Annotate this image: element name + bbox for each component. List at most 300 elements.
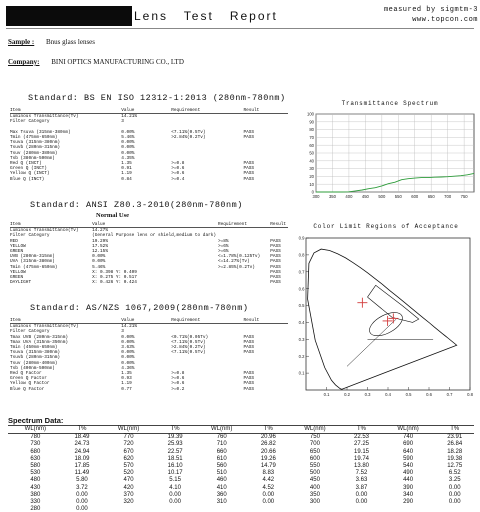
standard-2-table	[10, 222, 288, 285]
x-tick-label: 0.7	[446, 392, 453, 397]
standard-3-cell: Filter Category	[10, 329, 50, 335]
spectrum-row	[8, 441, 474, 448]
y-tick-label: 90	[309, 119, 314, 125]
company-value: BINI OPTICS MANUFACTURING CO., LTD	[51, 58, 184, 66]
x-tick-label: 0.5	[405, 392, 412, 397]
spectrum-cell: 400	[309, 484, 320, 491]
standard-1-cell: 4.35%	[121, 155, 135, 161]
standard-1-title: Standard: BS EN ISO 12312-1:2013 (280nm-780nm)	[28, 93, 286, 103]
y-tick-label: 100	[307, 111, 314, 117]
standard-1-cell: >=0.8	[171, 161, 185, 167]
logo-block	[6, 6, 132, 26]
x-tick-label: 400	[345, 194, 353, 199]
x-tick-label: 550	[394, 194, 402, 199]
standard-2-col-header: Requirement	[218, 222, 270, 228]
spectrum-cell: 330	[30, 499, 41, 506]
spectrum-row	[8, 449, 474, 456]
spectrum-cell: 5.15	[169, 477, 181, 484]
spectrum-cell: 710	[216, 441, 227, 448]
spectrum-col-header: T%	[156, 426, 194, 434]
spectrum-cell: 740	[403, 434, 414, 441]
x-tick-label: 0.2	[344, 392, 350, 397]
standard-2-cell: GREEN	[10, 249, 24, 255]
spectrum-cell: 460	[216, 477, 227, 484]
standard-3-cell: >=0.2	[171, 386, 185, 392]
standard-2-cell: PASS	[270, 264, 281, 270]
spectrum-col-header: WL(nm)	[8, 426, 63, 434]
company-label: Company:	[8, 58, 40, 66]
standard-1-cell: >=0.4	[171, 176, 185, 182]
spectrum-cell: 340	[403, 491, 414, 498]
spectrum-cell: 11.49	[74, 470, 90, 477]
spectrum-cell: 760	[216, 434, 227, 441]
spectrum-cell: 700	[309, 441, 320, 448]
y-tick-label: 60	[309, 142, 314, 148]
spectrum-col-header: T%	[249, 426, 287, 434]
spectrum-row	[8, 499, 474, 506]
standard-2-cell: UVB (280nm-315nm)	[10, 254, 55, 260]
standard-1-cell: PASS	[243, 176, 255, 182]
spectrum-cell: 3.25	[448, 477, 461, 484]
standard-3-cell: 0.93	[121, 376, 132, 382]
spectrum-cell: 320	[123, 499, 134, 506]
spectrum-cell: 4.52	[262, 484, 275, 491]
standard-2-cell: >=2.85%(0.2Tv)	[217, 264, 255, 270]
standard-3-cell: PASS	[243, 339, 255, 345]
standard-2-cell: X: 0.275 Y: 0.517	[92, 275, 137, 281]
spectrum-cell: 350	[309, 491, 320, 498]
standard-3-cell: >=0.6	[171, 376, 185, 382]
standard-2-cell: X: 0.398 Y: 0.409	[92, 269, 137, 275]
standard-1-cell: Luminous Transmittance(Tv)	[10, 114, 79, 120]
spectrum-cell: 500	[309, 470, 320, 477]
spectrum-cell: 690	[403, 441, 414, 448]
standard-2-title: Standard: ANSI Z80.3-2010(280nm-780nm)	[30, 200, 243, 210]
standard-1-cell: 0.00%	[121, 150, 135, 156]
sample-value: Bnus glass lenses	[46, 38, 95, 46]
standard-2-cell	[218, 280, 270, 285]
transmittance-chart-title: Transmittance Spectrum	[341, 100, 439, 107]
spectrum-cell: 610	[216, 455, 227, 462]
standard-3-cell: Tmax UVB (280nm-315nm)	[10, 334, 68, 340]
standard-1-cell: 0.91	[121, 166, 132, 172]
spectrum-cell: 10.17	[167, 470, 183, 477]
standard-3-cell: PASS	[243, 345, 255, 351]
y-tick-label: 0.7	[298, 269, 305, 275]
spectrum-cell: 19.15	[354, 448, 370, 455]
spectrum-cell: 580	[30, 463, 41, 470]
spectrum-cell: 20.66	[260, 448, 276, 455]
standard-2-cell: PASS	[270, 243, 281, 249]
spectrum-col-header: T%	[63, 426, 101, 434]
spectrum-cell: 280	[30, 506, 41, 512]
spectrum-cell: 530	[30, 470, 41, 477]
spectrum-cell	[435, 506, 474, 512]
standard-2-cell: <=14.27%(Tv)	[217, 259, 250, 265]
spectrum-cell: 780	[30, 434, 41, 441]
y-tick-label: 10	[309, 181, 314, 187]
spectrum-cell	[249, 506, 287, 512]
standard-2-cell: Luminous Transmittance(Tv)	[10, 228, 79, 234]
x-tick-label: 0.4	[385, 392, 391, 397]
standard-3-cell: PASS	[243, 386, 255, 392]
spectrum-cell: 0.00	[448, 491, 461, 498]
spectrum-cell: 0.00	[76, 499, 88, 506]
spectrum-cell: 0.00	[76, 491, 88, 498]
spectrum-cell: 550	[309, 463, 320, 470]
standard-2-cell: 0.00%	[92, 254, 106, 260]
standard-1-cell: Blue Q (INCT)	[10, 176, 45, 182]
spectrum-cell: 26.82	[260, 441, 276, 448]
standard-1-cell: Max Tsuva (315nm-380nm)	[10, 129, 71, 135]
spectrum-col-header: WL(nm)	[194, 426, 249, 434]
standard-3-col-header: Value	[121, 318, 171, 324]
spectrum-cell: 480	[30, 477, 41, 484]
standard-2-col-header: Value	[92, 222, 218, 228]
sample-label: Sample :	[8, 38, 35, 46]
spectrum-cell: 18.09	[74, 455, 90, 462]
standard-1-cell: Tsb (380nm-500nm)	[10, 155, 55, 161]
spectrum-cell: 640	[403, 448, 414, 455]
standard-2-cell: 14.27%	[92, 228, 108, 234]
company-row	[8, 58, 184, 66]
report-header	[6, 6, 478, 26]
standard-2-cell: >=6%	[217, 249, 229, 255]
sample-row	[8, 38, 95, 46]
spectrum-cell: 770	[123, 434, 134, 441]
x-tick-label: 600	[411, 194, 419, 199]
spectrum-col-header: WL(nm)	[381, 426, 436, 434]
spectrum-cell: 26.84	[447, 441, 463, 448]
standard-3-cell: 0.00%	[121, 355, 135, 361]
spectrum-col-header: T%	[435, 426, 474, 434]
standard-3-cell: >=0.8	[171, 371, 185, 377]
standard-3-cell: Tmax UVA (315nm-350nm)	[10, 339, 68, 345]
y-tick-label: 0.1	[298, 370, 305, 376]
standard-2-col-header: Result	[270, 222, 286, 227]
standard-1-row	[10, 177, 288, 182]
standard-3-cell: 0.77	[121, 386, 132, 392]
standard-3-cell: 0.00%	[121, 339, 135, 345]
standard-1-cell: Red Q (INCT)	[10, 161, 42, 167]
standard-3-cell: >2.84%(0.2Tv)	[171, 345, 206, 351]
color-limit-chart-title: Color Limit Regions of Acceptance	[313, 223, 459, 230]
standard-3-cell: Green Q Factor	[10, 376, 47, 382]
spectrum-cell: 17.85	[74, 463, 90, 470]
spectrum-cell: 22.53	[354, 434, 370, 441]
spectrum-cell: 7.52	[355, 470, 368, 477]
standard-2-cell: YELLOW	[10, 269, 26, 275]
transmittance-chart	[302, 110, 478, 206]
y-tick-label: 0.5	[298, 303, 305, 309]
spectrum-cell: 0.00	[448, 499, 461, 506]
standard-3-cell: PASS	[243, 334, 255, 340]
standard-3-col-header: Requirement	[171, 318, 243, 324]
spectrum-cell: 3.87	[355, 484, 368, 491]
spectrum-cell: 510	[216, 470, 227, 477]
spectrum-cell: 19.74	[354, 455, 370, 462]
standard-2-cell: DAYLIGHT	[10, 280, 32, 286]
standard-2-cell: UVA (315nm-380nm)	[10, 259, 55, 265]
spectrum-cell: 540	[403, 463, 414, 470]
spectrum-cell: 24.94	[74, 448, 90, 455]
x-tick-label: 300	[312, 194, 320, 199]
standard-3-cell: 0.00%	[121, 350, 135, 356]
standard-3-cell: PASS	[243, 381, 255, 387]
standard-1-cell: PASS	[243, 129, 255, 135]
standard-2-subtitle: Normal Use	[96, 212, 130, 219]
standard-3-row	[10, 387, 288, 392]
standard-1-cell: PASS	[243, 135, 255, 141]
spectrum-cell: 0.00	[262, 499, 275, 506]
standard-1-cell: PASS	[243, 161, 255, 167]
spectrum-cell: 390	[403, 484, 414, 491]
spectrum-cell: 0.00	[169, 499, 181, 506]
spectrum-cell: 19.39	[167, 434, 183, 441]
spectrum-cell: 20.96	[260, 434, 276, 441]
y-tick-label: 0.9	[298, 235, 305, 241]
standard-2-cell: Tmin (475nm-650nm)	[10, 264, 58, 270]
spectrum-data-title: Spectrum Data:	[8, 416, 64, 425]
spectrum-cell: 3.63	[355, 477, 368, 484]
spectrum-row	[8, 463, 474, 470]
standard-2-cell: RED	[10, 238, 18, 244]
x-tick-label: 0.6	[426, 392, 432, 397]
standard-2-cell: PASS	[270, 238, 281, 244]
spectrum-cell	[288, 506, 343, 512]
standard-1-cell: 1.35	[121, 161, 132, 167]
spectrum-row	[8, 492, 474, 499]
x-tick-label: 500	[378, 194, 386, 199]
x-tick-label: 700	[444, 194, 452, 199]
standard-2-cell: 12.15%	[92, 249, 108, 255]
spectrum-cell: 570	[123, 463, 134, 470]
spectrum-cell: 490	[403, 470, 414, 477]
standard-3-title: Standard: AS/NZS 1067,2009(280nm-780nm)	[30, 303, 249, 313]
spectrum-row	[8, 477, 474, 484]
website-label: www.topcon.com	[412, 16, 478, 24]
spectrum-cell: 0.00	[262, 491, 275, 498]
standard-3-cell: Yellow Q Factor	[10, 381, 50, 387]
spectrum-cell: 670	[123, 448, 134, 455]
standard-2-col-header: Item	[10, 222, 92, 228]
standard-3-cell: >=0.6	[171, 381, 185, 387]
spectrum-cell: 720	[123, 441, 134, 448]
standard-1-cell: Filter Category	[10, 119, 50, 125]
y-tick-label: 80	[309, 127, 314, 133]
spectrum-cell: 6.52	[448, 470, 461, 477]
spectrum-row	[8, 485, 474, 492]
spectrum-cell: 380	[30, 491, 41, 498]
standard-2-row	[10, 280, 288, 285]
standard-3-cell: 0.00%	[121, 334, 135, 340]
standard-2-cell: PASS	[270, 259, 281, 265]
standard-3-cell: 4.36%	[121, 365, 135, 371]
y-tick-label: 0.4	[298, 320, 305, 326]
standard-3-cell: Tsuva (315nm-380nm)	[10, 350, 61, 356]
spectrum-cell: 0.00	[169, 491, 181, 498]
standard-2-cell: X: 0.426 Y: 0.424	[92, 280, 137, 286]
standard-2-cell: <=1.78%(0.125Tv)	[217, 254, 261, 260]
spectrum-cell: 310	[216, 499, 227, 506]
spectrum-cell	[381, 506, 436, 512]
spectrum-cell: 4.42	[262, 477, 275, 484]
standard-3-col-header: Item	[10, 318, 121, 324]
spectrum-cell: 590	[403, 455, 414, 462]
spectrum-row	[8, 434, 474, 442]
standard-1-col-header: Value	[121, 108, 171, 114]
standard-3-cell: Blue Q Factor	[10, 386, 45, 392]
spectrum-cell: 440	[403, 477, 414, 484]
standard-1-cell: 5.46%	[121, 135, 135, 141]
standard-2-cell: (General Purpose lens or shield,medium to dark)	[92, 233, 216, 239]
standard-3-col-header: Result	[243, 318, 288, 324]
standard-1-cell: >2.84%(0.2Tv)	[171, 135, 206, 141]
standard-1-cell: Yellow Q (INCT)	[10, 171, 50, 177]
spectrum-cell: 18.49	[74, 434, 90, 441]
color-limit-chart	[296, 234, 476, 408]
standard-3-cell: PASS	[243, 376, 255, 382]
spectrum-cell: 620	[123, 455, 134, 462]
y-tick-label: 20	[309, 174, 314, 179]
standard-2-cell: 19.29%	[92, 238, 108, 244]
spectrum-cell: 27.25	[354, 441, 370, 448]
standard-1-table	[10, 108, 288, 182]
standard-2-cell: PASS	[270, 280, 281, 286]
standard-3-cell: PASS	[243, 371, 255, 377]
standard-3-cell: Tsuv (280nm-400nm)	[10, 360, 58, 366]
spectrum-cell: 370	[123, 491, 134, 498]
standard-1-cell: Tsuvb (280nm-315nm)	[10, 145, 61, 151]
spectrum-cell: 410	[216, 484, 227, 491]
spectrum-cell: 16.10	[167, 463, 183, 470]
standard-3-cell: 1.19	[121, 381, 132, 387]
spectrum-cell: 290	[403, 499, 414, 506]
standard-3-cell: 3.63%	[121, 345, 135, 351]
spectrum-cell	[342, 506, 380, 512]
spectrum-row	[8, 470, 474, 477]
standard-3-cell: 0.00%	[121, 360, 135, 366]
y-tick-label: 0.6	[298, 286, 305, 292]
standard-1-cell: Tsuva (315nm-380nm)	[10, 140, 61, 146]
standard-1-cell: 0.84	[121, 176, 132, 182]
standard-1-cell: 1.19	[121, 171, 132, 177]
standard-1-cell: PASS	[243, 171, 255, 177]
standard-3-cell: Luminous Transmittance(Tv)	[10, 324, 79, 330]
spectrum-cell: 730	[30, 441, 41, 448]
spectrum-cell: 14.79	[260, 463, 276, 470]
standard-1-col-header: Result	[243, 108, 288, 114]
x-tick-label: 650	[427, 194, 435, 199]
standard-2-cell: PASS	[270, 254, 281, 260]
spectrum-cell: 300	[309, 499, 320, 506]
standard-1-cell: Tmin (475nm-650nm)	[10, 135, 58, 141]
spectrum-cell: 23.91	[447, 434, 463, 441]
spectrum-cell: 520	[123, 470, 134, 477]
standard-3-table	[10, 318, 288, 392]
standard-3-cell: <7.11%(0.5Tv)	[171, 339, 206, 345]
standard-2-cell: 5.46%	[92, 264, 106, 270]
spectrum-cell: 13.80	[354, 463, 370, 470]
spectrum-cell: 0.00	[76, 506, 88, 512]
spectrum-row	[8, 506, 474, 512]
y-tick-label: 0.2	[298, 353, 305, 359]
x-tick-label: 0.1	[323, 392, 330, 397]
header-divider	[6, 28, 474, 29]
standard-2-cell: PASS	[270, 269, 281, 275]
spectrum-cell	[194, 506, 249, 512]
spectrum-cell	[156, 506, 194, 512]
spectrum-cell: 470	[123, 477, 134, 484]
spectrum-col-header: WL(nm)	[288, 426, 343, 434]
spectrum-cell: 5.80	[76, 477, 88, 484]
spectrum-cell: 18.28	[447, 448, 463, 455]
y-tick-label: 0.8	[298, 252, 305, 258]
standard-1-cell: PASS	[243, 166, 255, 172]
standard-1-cell: 3	[121, 119, 124, 125]
standard-1-cell: Tsuv (280nm-380nm)	[10, 150, 58, 156]
x-tick-label: 350	[328, 194, 336, 199]
spectrum-cell	[101, 506, 156, 512]
spectrum-cell: 0.00	[355, 499, 368, 506]
x-tick-label: 0.3	[364, 392, 371, 397]
standard-2-cell: YELLOW	[10, 243, 26, 249]
standard-1-cell: 0.00%	[121, 140, 135, 146]
standard-1-col-header: Requirement	[171, 108, 243, 114]
spectrum-cell: 680	[30, 448, 41, 455]
standard-2-cell: 0.00%	[92, 259, 106, 265]
spectrum-data-table	[8, 425, 474, 512]
standard-2-cell: PASS	[270, 275, 281, 281]
report-title: Lens Test Report	[134, 9, 278, 23]
spectrum-cell: 19.26	[260, 455, 276, 462]
standard-1-cell: >=0.6	[171, 171, 185, 177]
y-tick-label: 40	[309, 158, 314, 164]
standard-1-cell: <7.11%(0.5Tv)	[171, 129, 206, 135]
standard-2-cell: >=8%	[217, 238, 229, 244]
spectrum-cell: 750	[309, 434, 320, 441]
spectrum-cell: 18.51	[167, 455, 183, 462]
spectrum-cell: 22.57	[167, 448, 183, 455]
spectrum-cell: 560	[216, 463, 227, 470]
spectrum-cell: 4.10	[169, 484, 181, 491]
spectrum-cell: 650	[309, 448, 320, 455]
spectrum-cell: 12.75	[447, 463, 463, 470]
spectrum-cell: 0.00	[355, 491, 368, 498]
spectrum-cell: 660	[216, 448, 227, 455]
y-tick-label: 50	[309, 150, 314, 156]
spectrum-cell: 8.83	[262, 470, 275, 477]
spectrum-cell: 420	[123, 484, 134, 491]
standard-2-cell: >=6%	[217, 243, 229, 249]
standard-3-cell: Tsb (400nm-500nm)	[10, 365, 55, 371]
standard-2-cell: 17.52%	[92, 243, 108, 249]
spectrum-col-header: T%	[342, 426, 380, 434]
standard-2-cell: Filter Category	[10, 233, 50, 239]
standard-3-cell: PASS	[243, 350, 255, 356]
standard-3-cell: Tsuvb (280nm-315nm)	[10, 355, 61, 361]
x-tick-label: 750	[460, 194, 468, 199]
y-tick-label: 70	[309, 135, 314, 140]
spectrum-cell: 360	[216, 491, 227, 498]
standard-1-col-header: Item	[10, 108, 121, 114]
spectrum-cell: 630	[30, 455, 41, 462]
standard-3-cell: Red Q Factor	[10, 371, 42, 377]
spectrum-cell: 450	[309, 477, 320, 484]
spectrum-cell: 25.93	[167, 441, 183, 448]
standard-1-cell: 0.00%	[121, 145, 135, 151]
y-tick-label: 0	[311, 189, 314, 195]
